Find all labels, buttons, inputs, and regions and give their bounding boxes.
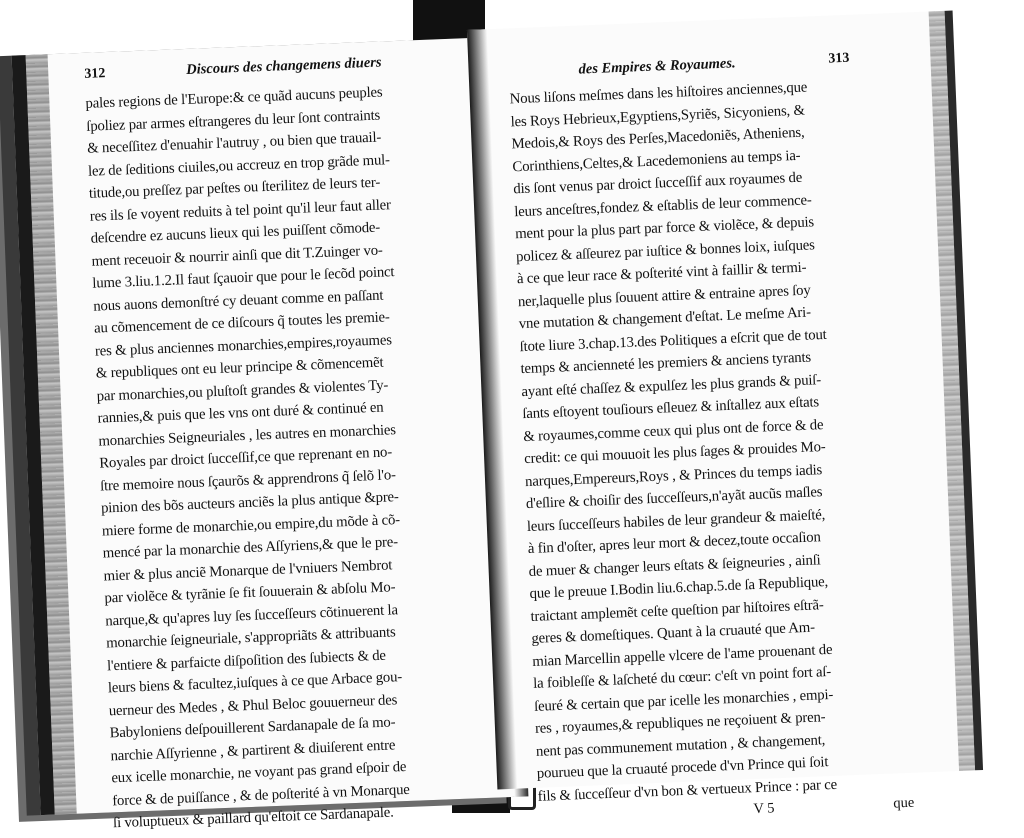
text-line: narques,Empereurs,Roys , & Princes du temps iadis — [524, 461, 823, 490]
text-line: rannies,& puis que les vns ont duré & continué en — [97, 399, 384, 427]
text-line: ſants eſtoyent touſiours eſleuez & inſtallez aux eſtats — [522, 394, 820, 423]
text-line: monarchies Seigneuriales , les autres en monarchies — [98, 421, 397, 450]
page-number-right: 313 — [828, 50, 850, 67]
text-line: geres & domeſtiques. Quant à la cruauté que Am- — [531, 619, 816, 647]
signature-mark: V 5 — [753, 800, 775, 818]
text-line: par violẽce & tyrãnie ſe fit ſouuerain & abſolu Mo- — [104, 579, 396, 607]
text-line: mier & plus anciẽ Monarque de l'vniuers Nembrot — [103, 556, 393, 584]
text-line: ſpoliez par armes eſtrangeres du leur ſont contraints — [86, 107, 381, 135]
text-line: & republiques ont eu leur principe & cõmencemẽt — [95, 354, 384, 382]
left-page-text — [85, 77, 518, 834]
text-line: lume 3.liu.1.2.Il faut ſçauoir que pour le ſecõd poinct — [92, 264, 395, 292]
text-line: nent pas communement mutation , & changement, — [535, 731, 826, 760]
text-line: à fin d'oſter, apres leur mort & decez,toute occaſion — [527, 529, 821, 558]
text-line: Babyloniens deſpouillerent Sardanapale de ſa mo- — [109, 714, 396, 742]
text-line: narque,& qu'apres luy ſes ſucceſſeurs cõtinuerent la — [105, 601, 399, 629]
catchword: que — [893, 794, 915, 812]
text-line: res , royaumes,& republiques ne reçoiuent & pren- — [534, 709, 826, 737]
text-line: d'eſlire & choiſir des ſucceſſeurs,n'ayãt aucũs maſles — [525, 484, 823, 513]
text-line: nous auons demonſtré cy deuant comme en paſſant — [92, 287, 384, 315]
text-line: Corinthiens,Celtes,& Lacedemoniens au temps ia- — [512, 147, 801, 175]
text-line: à ce que leur race & poſterité vint à faillir & termi- — [516, 259, 807, 288]
text-line: mian Marcellin appelle vlcere de l'ame prouenant de — [532, 641, 833, 670]
text-line: ayant eſté chaſſez & expulſez les plus grands & puiſ- — [521, 371, 822, 400]
text-line: monarchie ſeigneuriale, s'appropriãts & attribuants — [105, 624, 396, 652]
text-line: les Roys Hebrieux,Egyptiens,Syriẽs, Sicyoniens, & — [510, 102, 806, 130]
text-line: leurs ſucceſſeurs habiles de leur grandeur & maieſté, — [526, 506, 826, 535]
text-line: res ils ſe voyent reduits à tel point qu'il leur faut aller — [89, 196, 392, 225]
text-line: de muer & changer leurs eſtats & ſeigneuries , ainſi — [528, 551, 821, 580]
text-line: titude,ou preſſez par peſtes ou ſterilitez de leurs ter- — [88, 174, 381, 202]
text-line: traictant amplemẽt ceſte queſtion par hiſtoires eſtrã- — [530, 596, 824, 625]
left-page — [12, 37, 529, 832]
text-line: vne mutation & changement d'eſtat. Le meſme Ari- — [518, 304, 812, 333]
text-line: miere forme de monarchie,ou empire,du mõde à cõ- — [101, 511, 401, 540]
text-line: pales regions de l'Europe:& ce quãd aucuns peuples — [85, 84, 383, 112]
text-line: la foibleſſe & laſcheté du cœur: c'eſt vn point fort aſ- — [532, 663, 832, 692]
text-line: Medois,& Roys des Perſes,Macedoniẽs, Atheniens, — [511, 124, 805, 153]
text-line: policez & aſſeurez par iuſtice & bonnes loix, iuſques — [515, 236, 815, 265]
text-line: ment pour la plus part par force & violẽce, & depuis — [514, 214, 815, 243]
text-line: ſtre memoire nous ſçaurõs & apprendrons q̃ ſelõ l'o- — [99, 466, 397, 495]
text-line: au cõmencement de ce diſcours q̃ toutes les premie- — [93, 309, 390, 337]
text-line: ment receuoir & nourrir ainſi que dit T.Zuinger vo- — [91, 242, 383, 270]
text-line: ſtote liure 3.chap.13.des Politiques a eſcrit que de tout — [519, 326, 827, 355]
running-head-right: des Empires & Royaumes. — [578, 55, 736, 78]
left-page-edge — [26, 54, 77, 814]
text-line: ner,laquelle plus ſouuent attire & entraine apres ſoy — [517, 281, 811, 310]
text-line: dis ſont venus par droict ſucceſſif aux royaumes de — [513, 169, 803, 198]
text-line: ſeuré & certain que par icelle les monarchies , empi- — [533, 686, 834, 715]
text-line: force & de puiſſance , & de poſterité à vn Monarque — [111, 781, 410, 809]
page-number-left: 312 — [84, 66, 106, 82]
text-line: lez de ſeditions ciuiles,ou accreuz en trop grãde mul- — [87, 151, 391, 180]
text-line: res & plus anciennes monarchies,empires,royaumes — [94, 331, 393, 360]
text-line: deſcendre ez aucuns lieux qui les puiſſent cõmode- — [90, 219, 381, 247]
running-head-left: Discours des changemens diuers — [185, 54, 382, 78]
text-line: mencé par la monarchie des Aſſyriens,& que le pre- — [102, 534, 399, 562]
right-page — [467, 11, 983, 818]
text-line: l'entiere & parfaicte diſpoſition des ſubiects & de — [106, 647, 387, 674]
text-line: leurs anceſtres,fondez & eſtablis de leur commence- — [513, 191, 812, 220]
text-line: Nous liſons meſmes dans les hiſtoires anciennes,que — [509, 79, 808, 108]
text-line: & royaumes,comme ceux qui plus ont de force & de — [522, 416, 824, 445]
text-line: eux icelle monarchie, ne voyant pas grand eſpoir de — [111, 759, 407, 787]
text-line: & neceſſitez d'enuahir l'autruy , ou bien que trauail- — [86, 129, 382, 157]
text-line: leurs biens & facultez,iuſques à ce que Arbace gou- — [107, 669, 403, 697]
text-line: pinion des bõs aucteurs anciẽs la plus antique &pre- — [100, 489, 399, 517]
text-line: credit: ce qui mouuoit les plus ſages & prouides Mo- — [523, 439, 826, 468]
text-line: par monarchies,ou pluſtoſt grandes & violentes Ty- — [96, 376, 389, 405]
text-line: Royales par droict ſucceſſif,ce que reprenant en no- — [99, 444, 393, 472]
text-line: temps & ancienneté les premiers & anciens tyrants — [520, 349, 812, 378]
text-line: que le preuue I.Bodin liu.6.chap.5.de ſa Republique, — [529, 574, 829, 602]
text-line: pourueu que la cruauté procede d'vn Prince qui ſoit — [536, 754, 829, 782]
text-line: narchie Aſſyrienne , & partirent & diuiſerent entre — [110, 736, 396, 764]
text-line: fils & ſucceſſeur d'vn bon & vertueux Prince : par ce — [537, 776, 838, 805]
text-line: ſi voluptueux & paillard qu'eſtoit ce Sardanapale. — [112, 804, 394, 832]
right-page-text — [509, 72, 948, 808]
text-line: uerneur des Medes , & Phul Beloc gouuerneur des — [108, 691, 398, 719]
